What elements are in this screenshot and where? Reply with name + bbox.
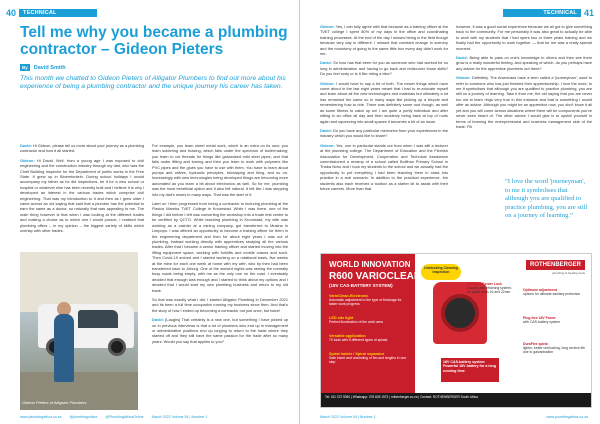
byline xyxy=(20,64,66,71)
speaker: David: xyxy=(320,60,332,66)
person-shape xyxy=(54,314,74,382)
rothenberger-logo: ROTHENBERGER xyxy=(526,260,585,270)
feature-title: Spiral holder / Spiral separator xyxy=(329,352,385,356)
paragraph xyxy=(320,24,448,56)
paragraph xyxy=(152,317,288,344)
callout-text: Guiding and retaining system, for spiral sizes 16 and 22mm xyxy=(467,286,512,295)
advert-callout xyxy=(523,342,587,355)
paragraph xyxy=(456,24,592,51)
paragraph xyxy=(152,143,288,197)
paragraph xyxy=(152,297,288,313)
paragraph-text: Definitely. The Americans have a term called a 'journeyman', used to refer to someone who has just finished their apprenticeship. I love the word, to me it symbolises that although you are qualified to practice plumbing, you are still on a journey of learning. Take it from me, the old saying that you are never too old to learn rings very true in this instance and that is something I would offer as advice. Although you might be an apprentice now, you don't know it all yet and you will come across situations where there will be components you've never seen heard of. The other advice I would give is to upskill yourself in terms of learning the entrepreneurial and business management side of the trade. PA xyxy=(456,75,592,129)
wheel-shape xyxy=(108,338,126,356)
speaker: Gideon: xyxy=(320,24,335,29)
speaker: David: xyxy=(456,55,468,61)
paragraph-text: Do you have any particular memories from your experiences in the industry which you would like to share? xyxy=(320,127,448,139)
paragraph xyxy=(456,75,592,129)
left-column-2 xyxy=(152,143,288,411)
footer-issue: March 2022 Volume 54 | Number 1 xyxy=(320,415,376,419)
paragraph-text: Being able to pass on one's knowledge to others and then see them grow is a really wonderful feeling. And speaking of which, do you perhaps have any advice for the apprentice plumbers out there? xyxy=(456,55,592,71)
left-footer xyxy=(20,415,207,419)
speaker: David: xyxy=(320,127,332,133)
footer-twitter[interactable]: @plumbingonline xyxy=(69,415,98,419)
advert-battery: (18V CAS-BATTERY SYSTEM) xyxy=(329,283,393,288)
advert-feature xyxy=(329,294,409,307)
paragraph xyxy=(152,201,288,293)
gideon-photo xyxy=(20,252,138,410)
callout-title: Multigrip Center Lock xyxy=(467,282,502,286)
paragraph xyxy=(456,55,592,71)
author-name: David Smith xyxy=(33,64,66,71)
speaker: Gideon: xyxy=(456,75,471,81)
callout-title: DuraFlex spiral: xyxy=(523,342,549,346)
advert-callout xyxy=(467,282,515,295)
advert-feature xyxy=(329,316,409,324)
paragraph-text: For example, you learn sheet metal work, which is an extra on its own; you learn soldering and brazing, which falls under the spectrum of boilermaking; you learn to cut threads for things like galvanised mild steel pipes, and that falls under fitting and turning and then you learn to work with polymers like PVC pipes and the glues you have to use with them. You have to learn about pumps and valves, hydraulic principles, bricklaying and tiling, and so on. Increasingly with new technologies being developed things are becoming more automated as you learn a bit about electronics as well. So for me, plumbing was the most beneficial option and it also felt natural. It felt like I was stepping into my dad's shoes in many ways. That was the start of it. xyxy=(152,143,288,197)
right-header xyxy=(503,8,594,18)
feature-text: Automatic adjustment to the type of blockage for faster work progress xyxy=(329,298,402,307)
article-headline: Tell me why you became a plumbing contractor – Gideon Pieters xyxy=(20,24,288,58)
paragraph xyxy=(320,143,448,192)
footer-issue: March 2022 Volume 54 | Number 1 xyxy=(151,415,208,419)
speaker: Gideon: xyxy=(20,157,35,163)
right-footer xyxy=(320,415,588,419)
feature-text: 70 tools with 5 different types of spirals xyxy=(329,338,388,343)
section-tag: TECHNICAL xyxy=(503,9,581,17)
speaker: David: xyxy=(20,143,32,148)
photo-wall xyxy=(20,252,138,312)
footer-facebook[interactable]: @PlumbingAfricaOnline xyxy=(105,415,144,419)
paragraph xyxy=(320,128,448,139)
photo-caption: Gideon Pieters of Alligator Plumbers xyxy=(22,400,87,405)
left-column-1 xyxy=(20,143,144,251)
advert-contact: Tel: 011 372 9050 | Whatsapp: 078 605 1972 | rothenberger.co.za | Contact: ROTHENBERGER South Africa xyxy=(321,393,592,407)
paragraph-text: Yes, I can fully agree with that because as a training officer at the TVET college I spent 80% of my days in the office and coordinating training processes. At the end of the day I missed being in the field though because very day is different. I missed that constant change in scenery and the monotony of going to the same little box every day didn't work for me. xyxy=(320,24,448,57)
feature-title: LED site light xyxy=(329,316,354,320)
paragraph-text: So that was exactly what I did, I started Alligator Plumbing in December 2021 and its been a full time occupation running my business since then. And that's the story of how I ended up becoming a contractor not just once, but twice! xyxy=(152,296,288,313)
paragraph-text: So how has that been for you as someone who had worked for so long in administration and having to go back and rediscover those skills? Do you feel rusty or is it like riding a bike? xyxy=(320,60,448,77)
feature-text: Perfect illumination of the work area xyxy=(329,320,383,325)
feature-title: VarioClean-Electronic xyxy=(329,294,369,298)
paragraph-text: Hi Gideon, please tell us more about your journey as a plumbing contractor and how it all started. xyxy=(20,143,144,154)
by-badge: By xyxy=(22,65,28,70)
paragraph-text: I would have to say a bit of both. The newer things which have come about in the last eight years meant that I had to re-educate myself and learn about all the new technologies and materials but ultimately a lot has remained the same so in many ways like picking up a bicycle and remembering how to ride. There was definitely some rust though, as well as some fitness to catch up on! I am quite a portly individual and after sitting in an office all day and then suddenly being back at top of roofs again and squeezing into small spaces it becomes a bit of an issue. xyxy=(320,80,448,124)
footer-website[interactable]: www.plumbingafrica.co.za xyxy=(20,415,62,419)
advert-bubble: Unblocking Cleaning Inspection xyxy=(421,264,461,280)
callout-text: with CAS-battery system xyxy=(523,320,561,325)
advert-feature xyxy=(329,352,409,365)
paragraph-text: Later on I then progressed from being a contractor to lecturing plumbing at the Flavius Mareka TVET College in Kroonstad. While I was there, one of the things I did before I left was converting the workshop into a trade test centre to be certified by QCTO. While teaching plumbing in Kroonstad, my wife was working as a cashier at a mining company, got transferred to Musina in Limpopo. I was offered an opportunity to become a training officer for them in the engineering department and then for about eight years I was out of plumbing, instead working directly with apprentices studying all the various trades. After that I became a senior training officer and started moving into the lifting equipment space, working with forklifts and mobile cranes and such. Then Covid-19 arrived and I started working on a rotational basis, five weeks at the mine for each one week at home with my wife, who by then had been transferred back to Joburg. One of the worked nights was seeing the normally busy roads being empty, with me as the only one on the road. I eventually decided that enough was enough and I started to think about my options and I decided that I would start my own plumbing business and return to my old trade. xyxy=(152,201,288,293)
callout-text: lighter, better unblocking, long service life due to galvanisation xyxy=(523,346,586,355)
left-header xyxy=(6,8,97,18)
paragraph-text: Hi David. Well, from a young age I was exposed to civil engineering and the construction industry through my dad, who was the Chief Building Inspector for the Department of public works in the Free State. It grew up in Bloemfontein. During school holidays I would accompany my father as he did inspections, be it for a new school or hospital or whatever else has been recently built and I believe it is why I developed an interest in the various trades which comprise civil engineering. That was my introduction to it and then as I grew older I came across an old saying that said that a plumber has the potential to earn the same as a doctor, so naturally that was appealing to me. The main thing however is that when I was looking at the different trades and making a choice as to which one I would pursue, I realised that plumbing offers – in my opinion – the biggest variety of skills which overlap with other trades. xyxy=(20,157,144,234)
paragraph-text: [Laughs] That certainly is a new one, but something I have picked up on in previous interviews is that a lot of plumbers who end up in management or administrative positions end up longing to return to the trade where they started off and they still have the same passion for the trade after so many years. Would you say that applies to you? xyxy=(152,317,288,344)
speaker: Gideon: xyxy=(320,80,335,86)
rothenberger-advert[interactable] xyxy=(320,253,592,408)
footer-website[interactable]: www.plumbingafrica.co.za xyxy=(546,415,588,419)
advert-callout xyxy=(523,288,587,296)
truck-window-shape xyxy=(78,310,118,328)
standfirst: This month we chatted to Gideon Pieters of Alligator Plumbers to find out more about his experience of being a plumbing contractor and the unique journey his career has taken. xyxy=(20,75,286,91)
paragraph xyxy=(20,158,144,234)
page-number: 41 xyxy=(583,8,594,18)
advert-headline: WORLD INNOVATION xyxy=(329,260,411,269)
advert-callout xyxy=(523,316,587,324)
advert-feature xyxy=(329,334,409,342)
speaker: Gideon: xyxy=(320,142,335,148)
brand-tagline: plumbing & heating tools xyxy=(552,271,585,275)
feature-title: Versatile application xyxy=(329,334,366,338)
right-column-2 xyxy=(456,24,592,172)
feature-text: Safe insert and unwinding of 5m and lengths in one step xyxy=(329,356,407,365)
callout-text: options for ultimate sanitary protection xyxy=(523,292,581,297)
callout-title: Plug-free 18V Power xyxy=(523,316,556,320)
battery-promo: 18V CAS-battery system Powerful 18V battery for a long running time xyxy=(441,358,499,382)
paragraph xyxy=(320,60,448,76)
spiral-drum xyxy=(441,294,479,332)
paragraph xyxy=(320,81,448,124)
advert-product: R600 VARIOCLEAN xyxy=(329,271,422,282)
pull-quote: “I love the word 'journeyman', to me it symbolises that although you are qualified to practice plumbing, you are still on a journey of learning.” xyxy=(505,178,588,220)
paragraph-text: Yes, one in particular stands out from when I was still a lecturer at the plumbing college. The Department of Education and the Flemish Association for Development, Cooperation and Technical Assistance commissioned a revamp of a school called Boitlhuo Primary School in Thaba Nchu and I took my students to the school and we actually had the opportunity to put everything I had been teaching them in class into practice in a real scenario. In addition to the practical experience, the students also each received a toolbox as a starter kit to assist with their future careers. More than that xyxy=(320,142,448,191)
page-number: 40 xyxy=(6,8,17,18)
right-column-1 xyxy=(320,24,448,246)
right-page xyxy=(300,0,600,424)
speaker: David: xyxy=(152,317,164,323)
paragraph xyxy=(20,143,144,154)
section-tag: TECHNICAL xyxy=(19,9,97,17)
paragraph-text: however, it was a good social experience because we all got to give something back to the community. For me personally it was also great to actually be able to work with my students that I had spent two or three years training and we finally had the opportunity to work together — that for me was a really special moment. xyxy=(456,24,592,51)
callout-title: Optimum adjustment xyxy=(523,288,557,292)
